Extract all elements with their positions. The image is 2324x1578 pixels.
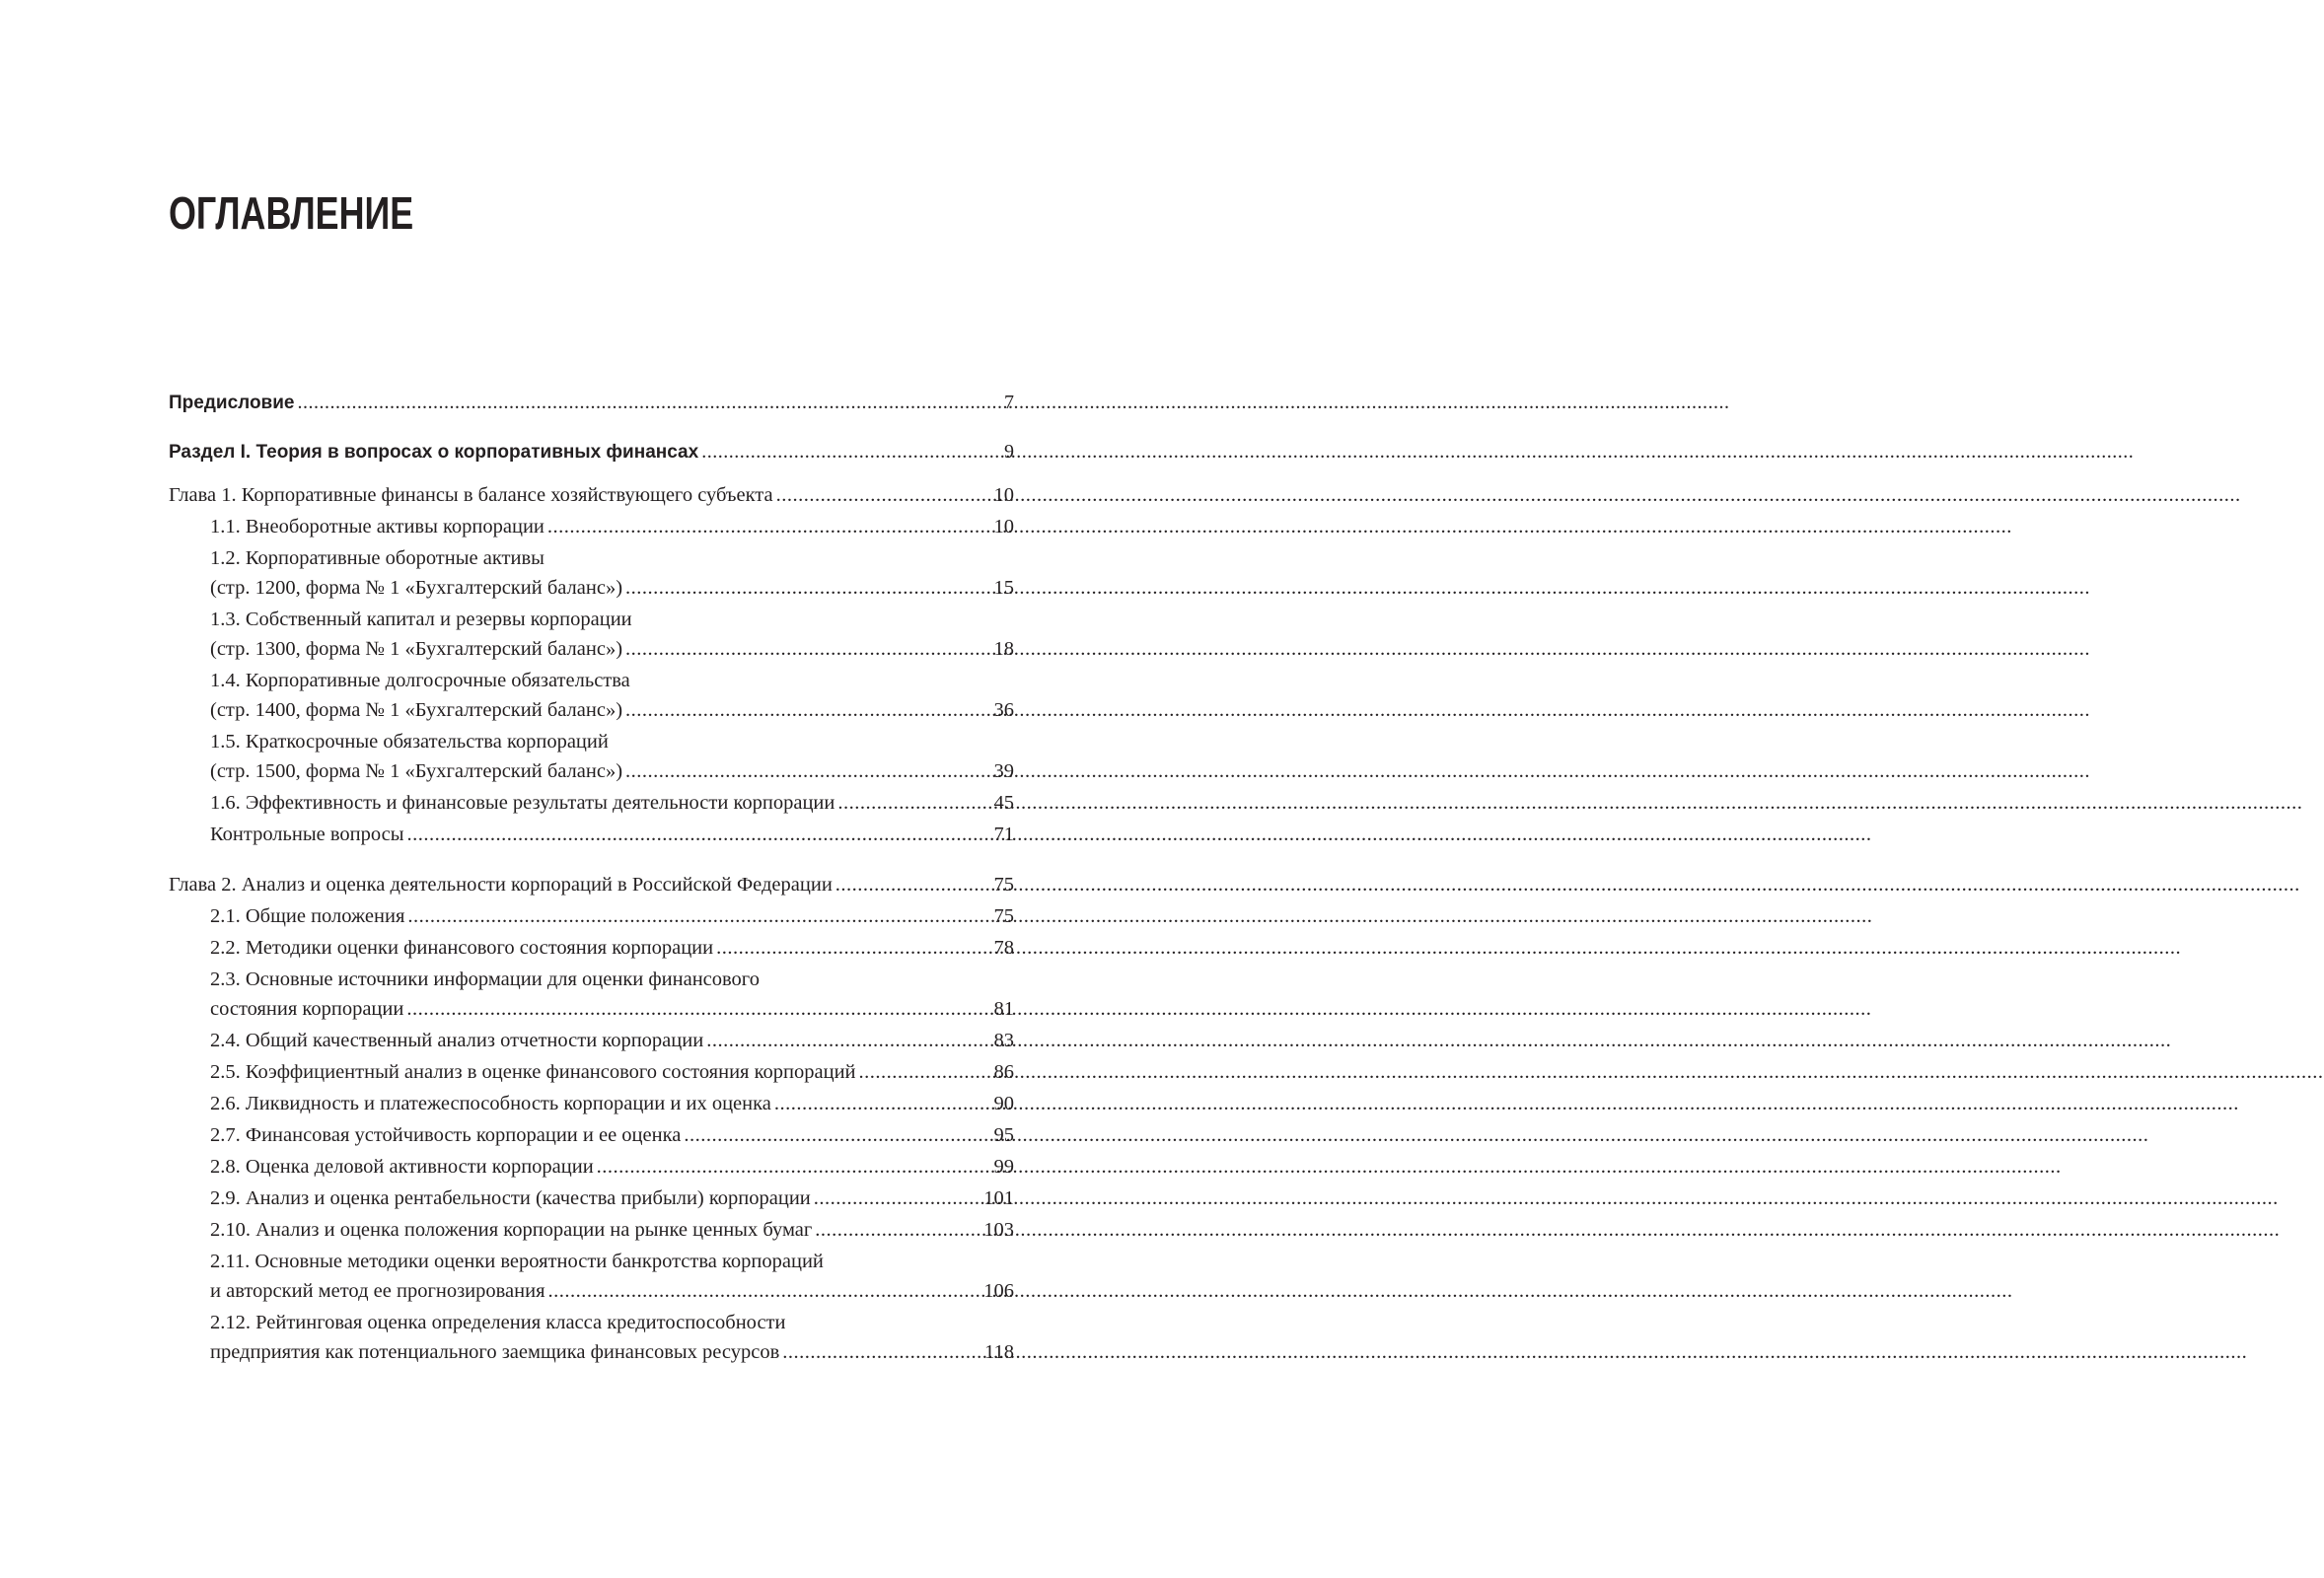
toc-entry-title: 2.5. Коэффициентный анализ в оценке финансового состояния корпораций (210, 1061, 856, 1083)
toc-entry-title: Глава 2. Анализ и оценка деятельности корпораций в Российской Федерации (169, 874, 833, 896)
toc-page-number: 83 (993, 1030, 1014, 1051)
toc-entry-item (169, 1057, 1014, 1087)
toc-page-number: 75 (993, 874, 1014, 896)
toc-page-number: 71 (993, 824, 1014, 845)
dot-leader (625, 573, 991, 603)
toc-entry-item (169, 1308, 1014, 1367)
toc-entry-title-line: 1.4. Корпоративные долгосрочные обязательства (210, 670, 630, 691)
toc-entry-title-line: 1.2. Корпоративные оборотные активы (210, 547, 545, 569)
toc-page-number: 78 (993, 937, 1014, 959)
toc-entry-title: состояния корпорации (210, 998, 404, 1020)
toc-entry-title-line: 1.3. Собственный капитал и резервы корпорации (210, 609, 632, 630)
toc-entry-item (169, 512, 1014, 541)
dot-leader (859, 1057, 992, 1087)
dot-leader (407, 901, 991, 931)
toc-entry-chapter (169, 870, 1014, 899)
toc-entry-title: Раздел I. Теория в вопросах о корпоративных финансах (169, 442, 699, 463)
toc-entry-title: 2.6. Ликвидность и платежеспособность корпорации и их оценка (210, 1093, 771, 1114)
toc-entry-item (169, 543, 1014, 603)
toc-page-number: 103 (983, 1219, 1014, 1241)
toc-entry-line (210, 1152, 1014, 1182)
toc-entry-item (169, 1120, 1014, 1150)
toc-entry-section (169, 389, 1014, 417)
toc-page-number: 90 (993, 1093, 1014, 1114)
dot-leader (815, 1215, 981, 1245)
toc-entry-line (210, 1215, 1014, 1245)
toc-entry-line (210, 1120, 1014, 1150)
toc-entry-item (169, 901, 1014, 931)
table-of-contents (169, 389, 1014, 1367)
toc-entry-item (169, 1026, 1014, 1055)
dot-leader (776, 480, 992, 510)
dot-leader (774, 1089, 992, 1118)
dot-leader (716, 933, 991, 963)
dot-leader (298, 389, 1003, 416)
toc-entry-title: предприятия как потенциального заемщика финансовых ресурсов (210, 1341, 780, 1363)
toc-entry-title-line: 2.3. Основные источники информации для оценки финансового (210, 968, 760, 990)
dot-leader (625, 756, 991, 786)
toc-entry-line (169, 389, 1014, 417)
dot-leader (406, 994, 991, 1024)
toc-entry-title: 2.7. Финансовая устойчивость корпорации и ее оценка (210, 1124, 682, 1146)
toc-entry-title: (стр. 1400, форма № 1 «Бухгалтерский баланс») (210, 699, 623, 721)
toc-page-number: 10 (993, 484, 1014, 506)
toc-entry-line (210, 1184, 1014, 1213)
toc-entry-line (210, 573, 1014, 603)
toc-entry-item (169, 820, 1014, 849)
dot-leader (597, 1152, 992, 1182)
toc-entry-item (169, 1247, 1014, 1306)
toc-entry-line (210, 933, 1014, 963)
toc-entry-item (169, 666, 1014, 725)
toc-entry-item (169, 605, 1014, 664)
toc-entry-item (169, 1184, 1014, 1213)
toc-page-number: 118 (984, 1341, 1014, 1363)
toc-entry-line (210, 820, 1014, 849)
toc-entry-title: 2.4. Общий качественный анализ отчетности корпорации (210, 1030, 704, 1051)
toc-entry-title: 2.10. Анализ и оценка положения корпорации на рынке ценных бумаг (210, 1219, 813, 1241)
toc-entry-line (210, 788, 1014, 818)
toc-page-number: 39 (993, 760, 1014, 782)
toc-entry-title-line: 2.11. Основные методики оценки вероятности банкротства корпораций (210, 1251, 824, 1272)
toc-entry-item (169, 1089, 1014, 1118)
dot-leader (706, 1026, 991, 1055)
toc-page-number: 45 (993, 792, 1014, 814)
toc-entry-line (210, 1276, 1014, 1306)
toc-entry-chapter (169, 480, 1014, 510)
toc-entry-item (169, 965, 1014, 1024)
toc-entry-line (210, 1089, 1014, 1118)
dot-leader (782, 1337, 982, 1367)
toc-entry-line (210, 756, 1014, 786)
dot-leader (625, 695, 991, 725)
toc-page-number: 36 (993, 699, 1014, 721)
toc-page-number: 86 (993, 1061, 1014, 1083)
toc-page-number: 7 (1004, 392, 1014, 413)
toc-page-number: 99 (993, 1156, 1014, 1178)
toc-entry-title: 1.1. Внеоборотные активы корпорации (210, 516, 545, 538)
toc-page-number: 101 (983, 1187, 1014, 1209)
toc-entry-title: 2.9. Анализ и оценка рентабельности (качества прибыли) корпорации (210, 1187, 811, 1209)
toc-entry-title: Контрольные вопросы (210, 824, 404, 845)
page-heading: ОГЛАВЛЕНИЕ (169, 187, 414, 239)
toc-page-number: 10 (993, 516, 1014, 538)
toc-entry-line (210, 1337, 1014, 1367)
dot-leader (547, 512, 992, 541)
toc-entry-title: Предисловие (169, 393, 295, 413)
toc-page-number: 75 (993, 905, 1014, 927)
toc-entry-line (169, 438, 1014, 466)
toc-entry-line (210, 994, 1014, 1024)
toc-entry-line (169, 870, 1014, 899)
toc-entry-line (210, 901, 1014, 931)
toc-entry-item (169, 933, 1014, 963)
toc-page-number: 15 (993, 577, 1014, 599)
toc-page-number: 18 (993, 638, 1014, 660)
toc-entry-title-line: 2.12. Рейтинговая оценка определения класса кредитоспособности (210, 1312, 786, 1333)
toc-entry-line (210, 1057, 1014, 1087)
toc-entry-section (169, 438, 1014, 466)
toc-entry-title: 2.2. Методики оценки финансового состояния корпорации (210, 937, 714, 959)
toc-entry-item (169, 1152, 1014, 1182)
dot-leader (701, 438, 1002, 466)
toc-entry-title: и авторский метод ее прогнозирования (210, 1280, 545, 1302)
dot-leader (837, 788, 991, 818)
toc-entry-item (169, 727, 1014, 786)
toc-entry-title: (стр. 1500, форма № 1 «Бухгалтерский баланс») (210, 760, 623, 782)
toc-entry-title: Глава 1. Корпоративные финансы в балансе хозяйствующего субъекта (169, 484, 773, 506)
toc-page-number: 81 (993, 998, 1014, 1020)
toc-entry-title: 2.8. Оценка деловой активности корпорации (210, 1156, 594, 1178)
toc-entry-line (210, 512, 1014, 541)
dot-leader (814, 1184, 981, 1213)
dot-leader (835, 870, 992, 899)
toc-entry-title: (стр. 1200, форма № 1 «Бухгалтерский баланс») (210, 577, 623, 599)
dot-leader (548, 1276, 982, 1306)
toc-page-number: 9 (1004, 441, 1014, 463)
toc-entry-line (169, 480, 1014, 510)
toc-entry-title: 1.6. Эффективность и финансовые результаты деятельности корпорации (210, 792, 835, 814)
toc-page-number: 106 (983, 1280, 1014, 1302)
toc-entry-line (210, 695, 1014, 725)
dot-leader (407, 820, 992, 849)
toc-entry-line (210, 1026, 1014, 1055)
toc-entry-item (169, 788, 1014, 818)
toc-entry-title-line: 1.5. Краткосрочные обязательства корпораций (210, 731, 609, 753)
toc-entry-title: (стр. 1300, форма № 1 «Бухгалтерский баланс») (210, 638, 623, 660)
dot-leader (684, 1120, 991, 1150)
toc-entry-line (210, 634, 1014, 664)
dot-leader (625, 634, 991, 664)
toc-page-number: 95 (993, 1124, 1014, 1146)
toc-entry-item (169, 1215, 1014, 1245)
toc-entry-title: 2.1. Общие положения (210, 905, 405, 927)
